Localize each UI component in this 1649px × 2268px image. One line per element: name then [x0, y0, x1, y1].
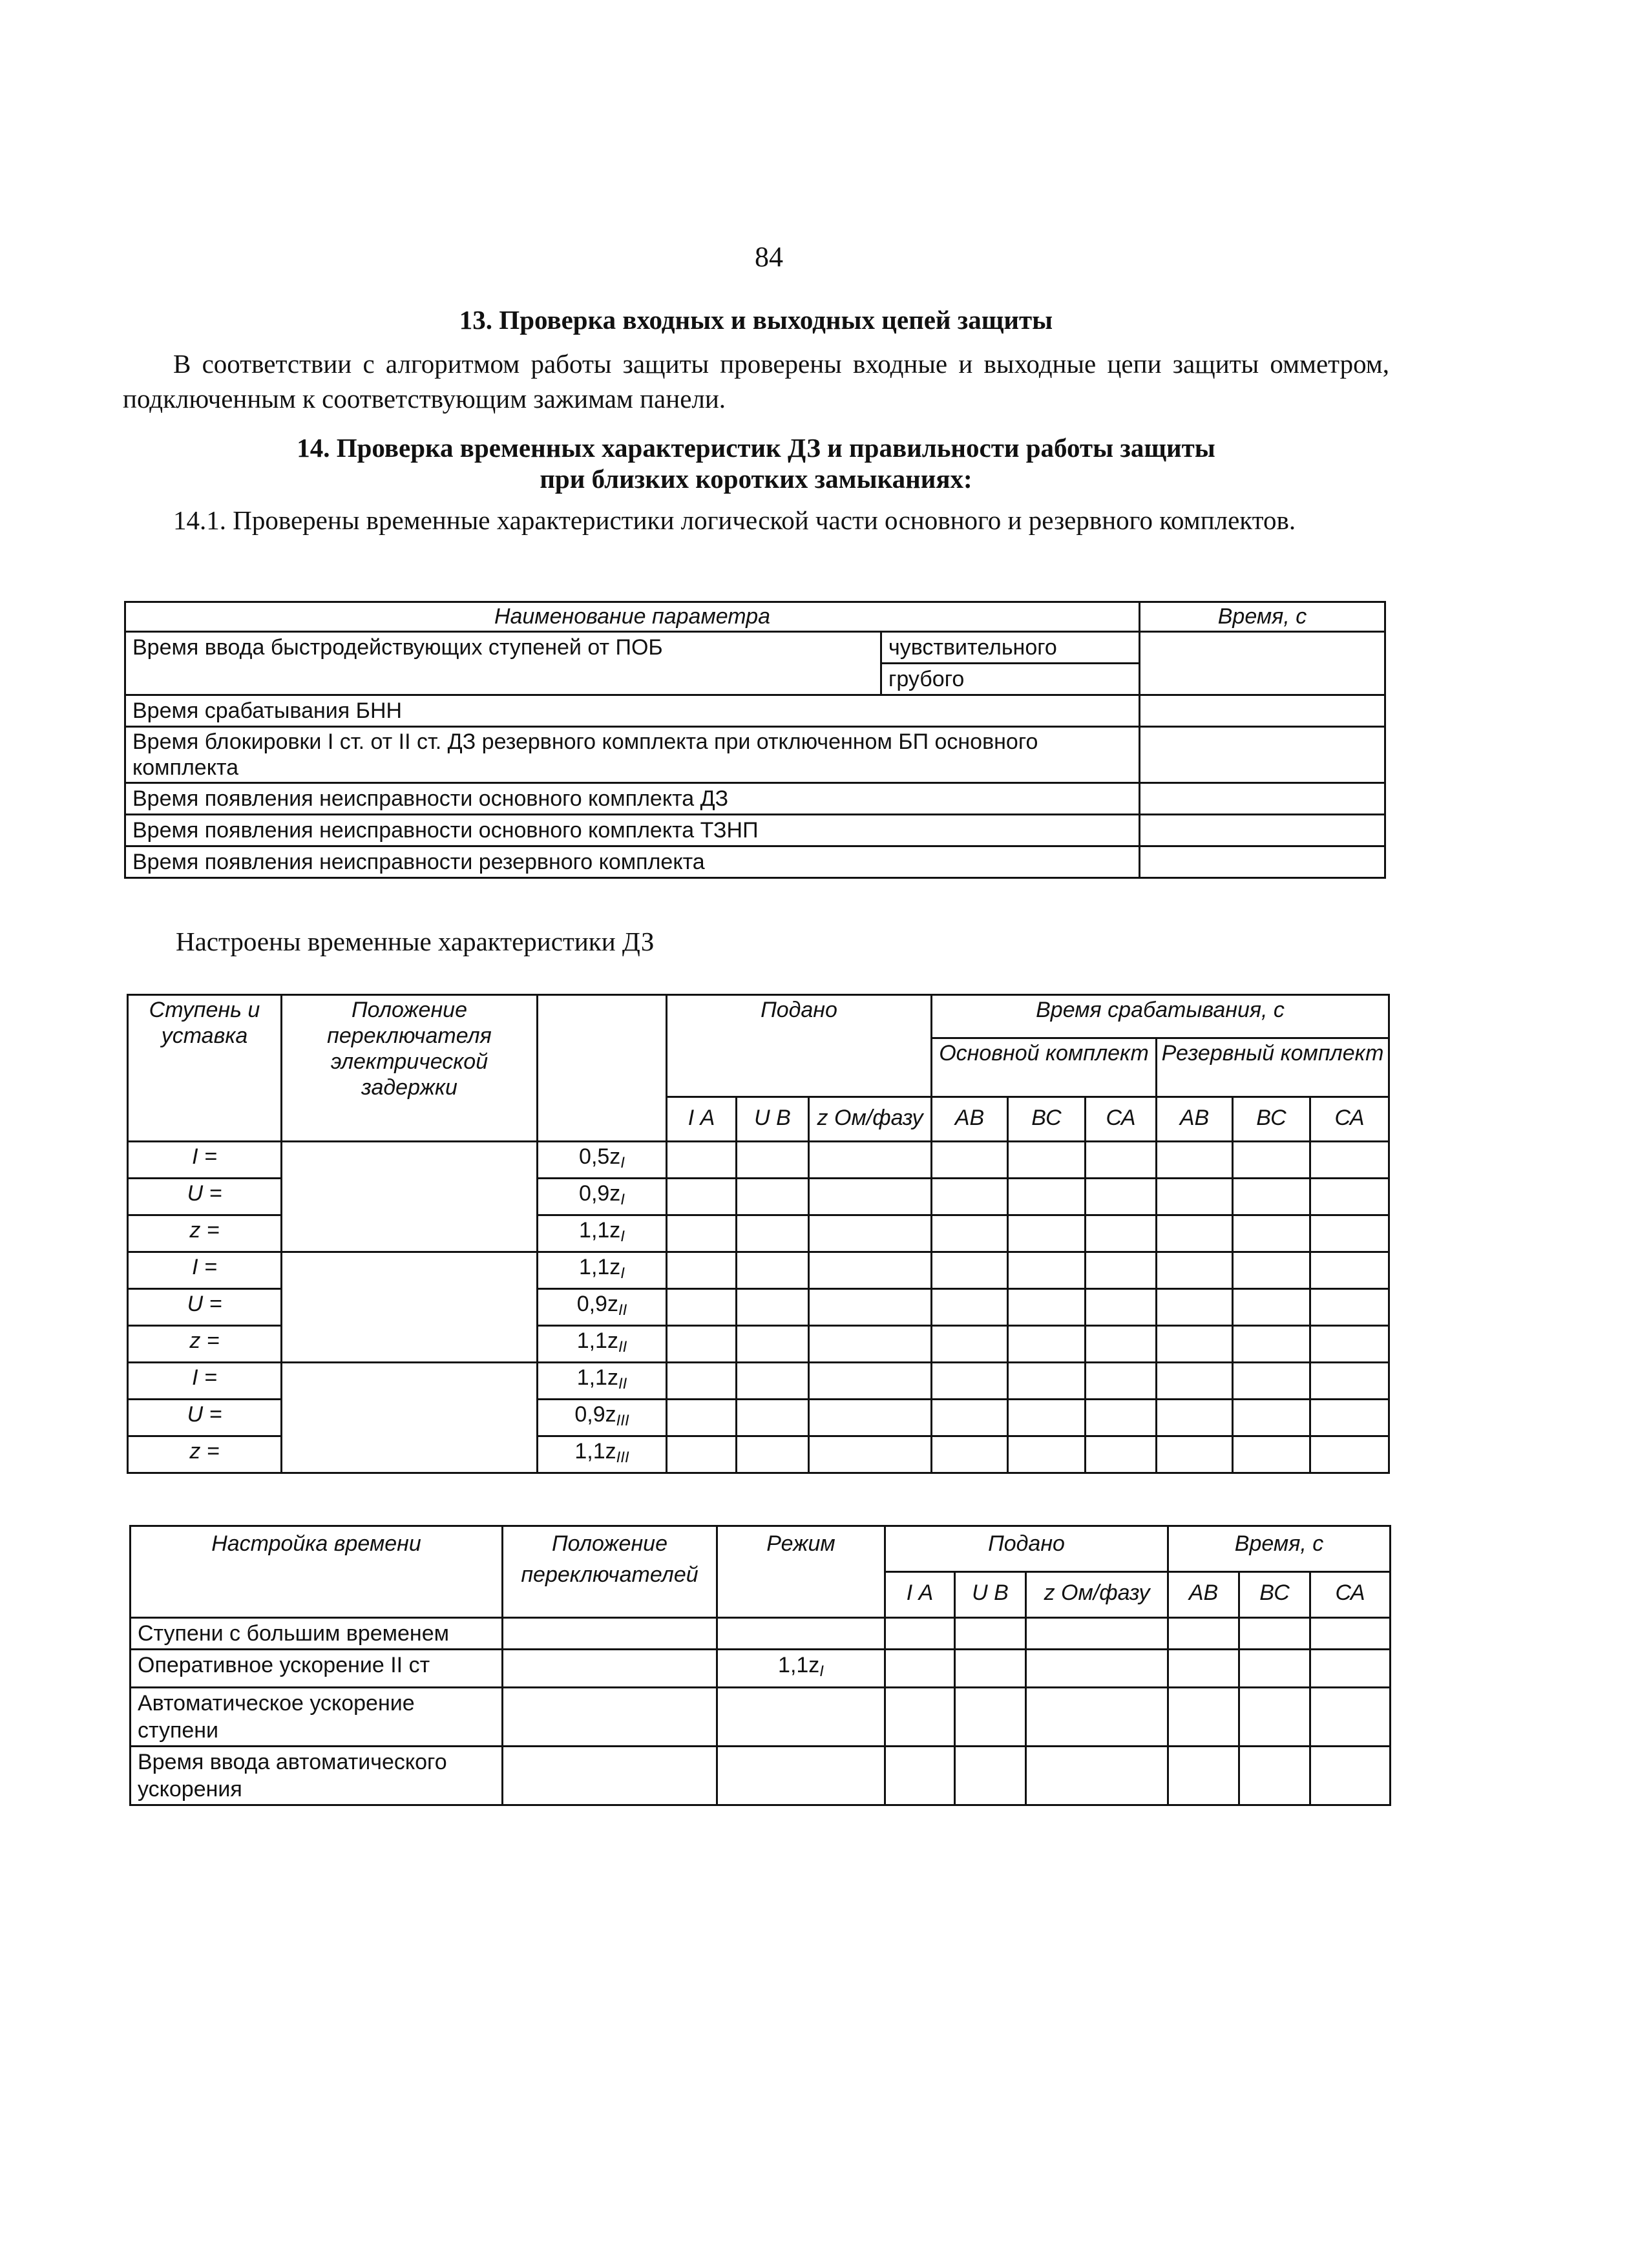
value-cell [809, 1326, 932, 1363]
time-cell [1140, 727, 1385, 783]
value-cell [1233, 1215, 1310, 1252]
header-ub: U В [737, 1097, 809, 1142]
dz-timing-table [127, 994, 1390, 1474]
value-cell [667, 1326, 737, 1363]
value-cell [1310, 1436, 1389, 1473]
value-cell [809, 1215, 932, 1252]
time-setting-table [129, 1525, 1391, 1806]
value-cell [737, 1326, 809, 1363]
table-row [128, 1142, 1389, 1179]
value-cell [809, 1252, 932, 1289]
stage-setting-label: I = [128, 1363, 282, 1400]
value-cell [1008, 1400, 1086, 1436]
stage-setting-label: U = [128, 1400, 282, 1436]
value-cell [1086, 1326, 1157, 1363]
header-switches: Положение переключателей [503, 1526, 717, 1618]
value-cell [1233, 1142, 1310, 1179]
header-applied: Подано [667, 995, 932, 1097]
value-cell [1233, 1363, 1310, 1400]
value-cell [1233, 1289, 1310, 1326]
section-13-text: В соответствии с алгоритмом работы защиты проверены входные и выходные цепи защиты омметром, подключенным к соответствующим зажимам панели. [123, 349, 1389, 414]
value-cell [1008, 1179, 1086, 1215]
time-cell [1140, 815, 1385, 846]
header-z: z Ом/фазу [1026, 1572, 1168, 1618]
value-cell [737, 1289, 809, 1326]
value-cell [667, 1436, 737, 1473]
row-fault-main-dz: Время появления неисправности основного комплекта ДЗ [125, 783, 1140, 815]
value-cell [932, 1252, 1008, 1289]
logic-timing-table [124, 601, 1386, 879]
header-ab: АВ [1157, 1097, 1233, 1142]
impedance-coef: $1,1z_{III}$ [538, 1436, 667, 1473]
value-cell [1310, 1142, 1389, 1179]
section-14-1-text: 14.1. Проверены временные характеристики логической части основного и резервного комплектов. [173, 505, 1296, 535]
impedance-coef: $0,9z_{II}$ [538, 1289, 667, 1326]
header-trip-time: Время срабатывания, с [932, 995, 1389, 1038]
value-cell [1233, 1179, 1310, 1215]
impedance-coef: $1,1z_{II}$ [538, 1326, 667, 1363]
row-bnn-trip: Время срабатывания БНН [125, 695, 1140, 727]
header-ia: I А [885, 1572, 955, 1618]
time-cell [1140, 695, 1385, 727]
value-cell [737, 1252, 809, 1289]
caption-dz-timing: Настроены временные характеристики ДЗ [176, 927, 655, 956]
value-cell [1157, 1142, 1233, 1179]
impedance-coef: $0,9z_I$ [538, 1179, 667, 1215]
header-time-setting: Настройка времени [131, 1526, 503, 1618]
table-row [128, 1252, 1389, 1289]
header-coef-blank [538, 995, 667, 1142]
impedance-coef: $0,9z_{III}$ [538, 1400, 667, 1436]
value-cell [667, 1215, 737, 1252]
header-time: Время, с [1140, 602, 1385, 632]
header-applied: Подано [885, 1526, 1168, 1572]
header-ia: I А [667, 1097, 737, 1142]
impedance-coef: $1,1z_{II}$ [538, 1363, 667, 1400]
header-ub: U В [955, 1572, 1026, 1618]
row-fast-stages-label: Время ввода быстродействующих ступеней от ПОБ [125, 632, 881, 695]
section-14-title-line1: 14. Проверка временных характеристик ДЗ и правильности работы защиты [297, 433, 1215, 463]
value-cell [1310, 1400, 1389, 1436]
value-cell [1310, 1252, 1389, 1289]
value-cell [932, 1215, 1008, 1252]
page-number: 84 [755, 241, 783, 273]
value-cell [1086, 1252, 1157, 1289]
value-cell [1086, 1215, 1157, 1252]
value-cell [932, 1326, 1008, 1363]
value-cell [1086, 1436, 1157, 1473]
value-cell [809, 1142, 932, 1179]
switch-position-cell [282, 1363, 538, 1473]
value-cell [1157, 1289, 1233, 1326]
value-cell [1008, 1289, 1086, 1326]
value-cell [667, 1179, 737, 1215]
value-cell [737, 1436, 809, 1473]
value-cell [932, 1142, 1008, 1179]
header-stage-setting: Ступень и уставка [128, 995, 282, 1142]
row-fault-reserve: Время появления неисправности резервного комплекта [125, 846, 1140, 878]
header-mode: Режим [717, 1526, 885, 1618]
value-cell [737, 1363, 809, 1400]
value-cell [1086, 1179, 1157, 1215]
value-cell [932, 1363, 1008, 1400]
header-reserve-set: Резервный комплект [1157, 1038, 1389, 1097]
value-cell [1310, 1289, 1389, 1326]
value-cell [737, 1400, 809, 1436]
value-cell [1008, 1252, 1086, 1289]
row-fault-main-tznp: Время появления неисправности основного комплекта ТЗНП [125, 815, 1140, 846]
row-auto-acceleration: Автоматическое ускорение ступени [131, 1688, 503, 1747]
section-14-title-line2: при близких коротких замыканиях: [540, 464, 972, 494]
value-cell [1233, 1326, 1310, 1363]
row-fast-stages-sensitive: чувствительного [881, 632, 1140, 664]
value-cell [1086, 1289, 1157, 1326]
value-cell [667, 1400, 737, 1436]
value-cell [1310, 1215, 1389, 1252]
value-cell [932, 1400, 1008, 1436]
value-cell [1086, 1400, 1157, 1436]
value-cell [1310, 1363, 1389, 1400]
header-parameter-name: Наименование параметра [125, 602, 1140, 632]
time-cell [1140, 632, 1385, 695]
value-cell [809, 1179, 932, 1215]
header-ab: АВ [1168, 1572, 1239, 1618]
value-cell [1157, 1400, 1233, 1436]
value-cell [737, 1142, 809, 1179]
stage-setting-label: U = [128, 1179, 282, 1215]
value-cell [667, 1363, 737, 1400]
section-13-title: 13. Проверка входных и выходных цепей защиты [459, 305, 1053, 335]
value-cell [1157, 1252, 1233, 1289]
header-main-set: Основной комплект [932, 1038, 1157, 1097]
value-cell [1008, 1326, 1086, 1363]
row-auto-acceleration-input: Время ввода автоматического ускорения [131, 1747, 503, 1805]
header-ca: СА [1086, 1097, 1157, 1142]
value-cell [1157, 1363, 1233, 1400]
value-cell [667, 1142, 737, 1179]
row-fast-stages-coarse: грубого [881, 664, 1140, 695]
switch-position-cell [282, 1142, 538, 1252]
row-operative-acceleration: Оперативное ускорение II ст [131, 1650, 503, 1688]
value-cell [932, 1436, 1008, 1473]
value-cell [809, 1436, 932, 1473]
value-cell [1157, 1436, 1233, 1473]
header-z: z Ом/фазу [809, 1097, 932, 1142]
time-cell [1140, 846, 1385, 878]
value-cell [932, 1179, 1008, 1215]
value-cell [1233, 1252, 1310, 1289]
header-ca: СА [1310, 1572, 1391, 1618]
header-bc: ВС [1233, 1097, 1310, 1142]
mode-value: $1,1z_I$ [717, 1650, 885, 1688]
value-cell [1086, 1142, 1157, 1179]
stage-setting-label: z = [128, 1436, 282, 1473]
header-switch-position: Положение переключателя электрической задержки [282, 995, 538, 1142]
value-cell [737, 1179, 809, 1215]
row-block-time: Время блокировки I ст. от II ст. ДЗ резервного комплекта при отключенном БП основного комплекта [125, 727, 1140, 783]
row-long-time-stages: Ступени с большим временем [131, 1618, 503, 1650]
switch-position-cell [282, 1252, 538, 1363]
value-cell [1233, 1400, 1310, 1436]
value-cell [1157, 1179, 1233, 1215]
value-cell [809, 1363, 932, 1400]
time-cell [1140, 783, 1385, 815]
value-cell [932, 1289, 1008, 1326]
value-cell [809, 1289, 932, 1326]
value-cell [1157, 1326, 1233, 1363]
header-ca: СА [1310, 1097, 1389, 1142]
value-cell [667, 1252, 737, 1289]
header-time: Время, с [1168, 1526, 1391, 1572]
value-cell [1086, 1363, 1157, 1400]
table-row [128, 1363, 1389, 1400]
header-bc: ВС [1239, 1572, 1310, 1618]
impedance-coef: $1,1z_I$ [538, 1252, 667, 1289]
value-cell [737, 1215, 809, 1252]
dz-timing-rows [128, 1142, 1389, 1473]
header-ab: АВ [932, 1097, 1008, 1142]
stage-setting-label: z = [128, 1326, 282, 1363]
stage-setting-label: U = [128, 1289, 282, 1326]
value-cell [1008, 1363, 1086, 1400]
value-cell [1008, 1215, 1086, 1252]
value-cell [1008, 1142, 1086, 1179]
stage-setting-label: I = [128, 1142, 282, 1179]
impedance-coef: $1,1z_I$ [538, 1215, 667, 1252]
stage-setting-label: z = [128, 1215, 282, 1252]
value-cell [667, 1289, 737, 1326]
value-cell [1310, 1326, 1389, 1363]
value-cell [1157, 1215, 1233, 1252]
value-cell [1233, 1436, 1310, 1473]
stage-setting-label: I = [128, 1252, 282, 1289]
value-cell [1008, 1436, 1086, 1473]
header-bc: ВС [1008, 1097, 1086, 1142]
impedance-coef: $0,5z_I$ [538, 1142, 667, 1179]
value-cell [1310, 1179, 1389, 1215]
value-cell [809, 1400, 932, 1436]
